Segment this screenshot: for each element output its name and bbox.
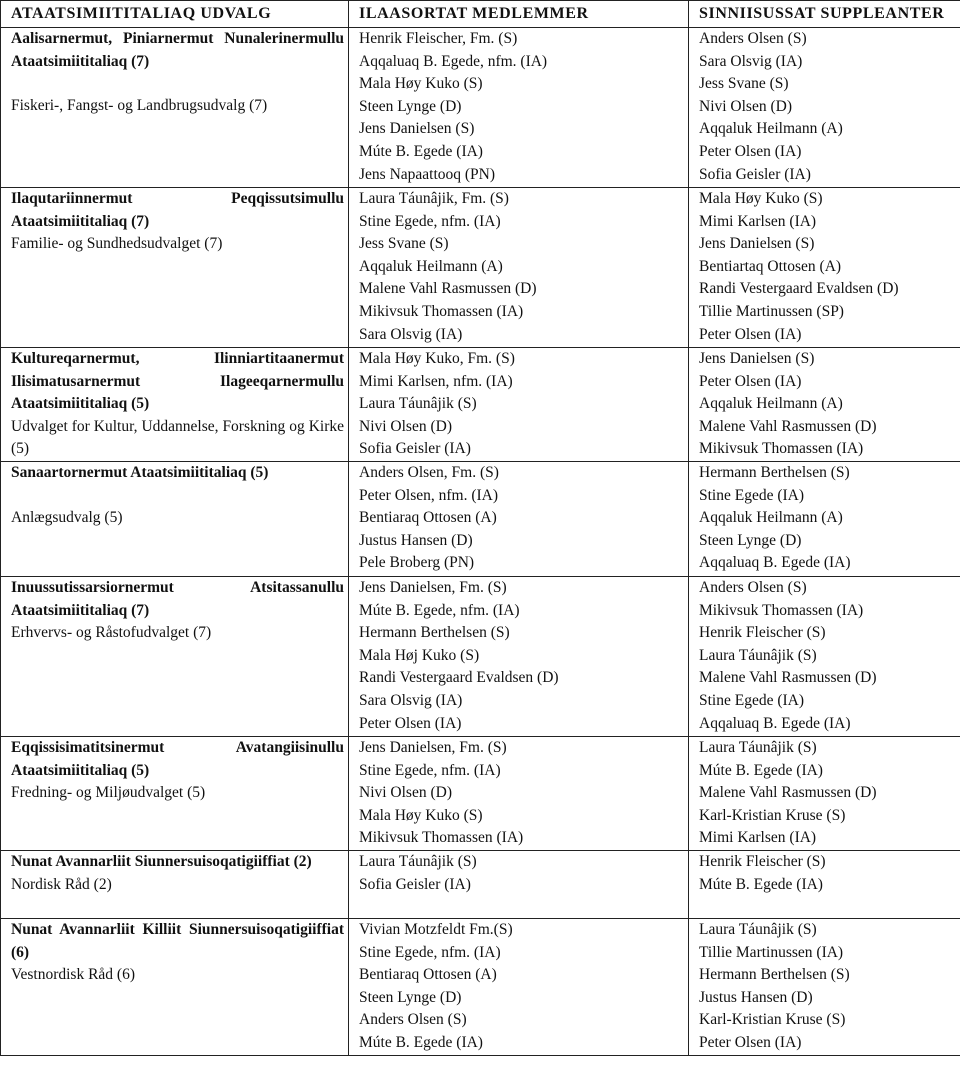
- member-item: Mala Høy Kuko (S): [359, 806, 483, 824]
- member-item: Steen Lynge (D): [359, 988, 462, 1006]
- member-item: Jens Danielsen, Fm. (S): [359, 579, 507, 596]
- substitute-item: Malene Vahl Rasmussen (D): [699, 669, 877, 687]
- substitute-item: Peter Olsen (IA): [699, 1033, 802, 1051]
- committee-name-greenlandic: Sanaartornermut Ataatsimiititaliaq (5): [11, 464, 269, 481]
- member-item: Jens Napaattooq (PN): [359, 165, 496, 183]
- committee-cell: [1, 919, 349, 1056]
- committee-name-greenlandic: Inuussutissarsiornermut Atsitassanullu Ataatsimiititaliaq (7): [11, 579, 344, 619]
- substitutes-cell: [689, 577, 960, 737]
- substitute-item: Justus Hansen (D): [699, 988, 813, 1006]
- member-item: Múte B. Egede (IA): [359, 142, 483, 160]
- committee-row: [1, 851, 960, 919]
- member-item: Sara Olsvig (IA): [359, 691, 463, 709]
- committee-row: [1, 348, 960, 462]
- committee-name-danish: Vestnordisk Råd (6): [11, 966, 135, 983]
- member-item: Stine Egede, nfm. (IA): [359, 943, 501, 961]
- substitute-item: Malene Vahl Rasmussen (D): [699, 784, 877, 802]
- member-item: Mala Høy Kuko, Fm. (S): [359, 350, 515, 367]
- committee-name-danish: Fiskeri-, Fangst- og Landbrugsudvalg (7): [11, 97, 268, 114]
- header-substitutes: SINNIISUSSAT SUPPLEANTER: [689, 1, 960, 28]
- substitute-item: Karl-Kristian Kruse (S): [699, 1011, 846, 1029]
- substitute-item: Jens Danielsen (S): [699, 235, 815, 253]
- member-item: Vivian Motzfeldt Fm.(S): [359, 921, 513, 938]
- substitute-item: Peter Olsen (IA): [699, 142, 802, 160]
- substitute-item: Mala Høy Kuko (S): [699, 190, 823, 207]
- committee-row: [1, 188, 960, 348]
- committee-name-danish: Familie- og Sundhedsudvalget (7): [11, 235, 223, 252]
- substitute-item: Anders Olsen (S): [699, 30, 807, 47]
- member-item: Bentiaraq Ottosen (A): [359, 966, 497, 984]
- substitute-item: Mimi Karlsen (IA): [699, 829, 817, 847]
- member-item: Laura Táunâjik (S): [359, 853, 477, 870]
- member-item: Nivi Olsen (D): [359, 784, 452, 802]
- committee-cell: [1, 462, 349, 577]
- substitute-item: Aqqaluk Heilmann (A): [699, 120, 843, 138]
- member-item: Aqqaluaq B. Egede, nfm. (IA): [359, 52, 548, 70]
- member-item: Aqqaluk Heilmann (A): [359, 257, 503, 275]
- member-item: Stine Egede, nfm. (IA): [359, 212, 501, 230]
- substitute-item: Henrik Fleischer (S): [699, 624, 826, 642]
- committee-name-greenlandic: Aalisarnermut, Piniarnermut Nunalerinermullu Ataatsimiititaliaq (7): [11, 30, 344, 70]
- member-item: Jens Danielsen (S): [359, 120, 475, 138]
- substitute-item: Aqqaluaq B. Egede (IA): [699, 714, 851, 732]
- substitute-item: Mimi Karlsen (IA): [699, 212, 817, 230]
- committee-name-danish: Anlægsudvalg (5): [11, 509, 123, 526]
- committee-name-danish: Fredning- og Miljøudvalget (5): [11, 784, 206, 801]
- member-item: Henrik Fleischer, Fm. (S): [359, 30, 518, 47]
- committee-name-danish: Erhvervs- og Råstofudvalget (7): [11, 624, 212, 641]
- substitute-item: Aqqaluk Heilmann (A): [699, 395, 843, 413]
- member-item: Múte B. Egede (IA): [359, 1033, 483, 1051]
- substitute-item: Laura Táunâjik (S): [699, 739, 817, 756]
- substitute-item: Jess Svane (S): [699, 75, 789, 93]
- header-members: ILAASORTAT MEDLEMMER: [349, 1, 689, 28]
- member-item: Jess Svane (S): [359, 235, 449, 253]
- committee-cell: [1, 188, 349, 348]
- members-cell: [349, 28, 689, 188]
- substitute-item: Jens Danielsen (S): [699, 350, 815, 367]
- substitutes-cell: [689, 28, 960, 188]
- substitutes-cell: [689, 851, 960, 919]
- substitute-item: Stine Egede (IA): [699, 691, 805, 709]
- substitute-item: Anders Olsen (S): [699, 579, 807, 596]
- member-item: Bentiaraq Ottosen (A): [359, 509, 497, 527]
- members-cell: [349, 919, 689, 1056]
- member-item: Mikivsuk Thomassen (IA): [359, 302, 524, 320]
- substitute-item: Tillie Martinussen (IA): [699, 943, 844, 961]
- member-item: Steen Lynge (D): [359, 97, 462, 115]
- substitute-item: Múte B. Egede (IA): [699, 761, 823, 779]
- substitute-item: Laura Táunâjik (S): [699, 921, 817, 938]
- member-item: Justus Hansen (D): [359, 531, 473, 549]
- member-item: Nivi Olsen (D): [359, 417, 452, 435]
- header-committee: ATAATSIMIITITALIAQ UDVALG: [1, 1, 349, 28]
- member-item: Pele Broberg (PN): [359, 554, 475, 572]
- substitute-item: Steen Lynge (D): [699, 531, 802, 549]
- committee-name-greenlandic: Ilaqutariinnermut Peqqissutsimullu Ataatsimiititaliaq (7): [11, 190, 344, 230]
- member-item: Sofia Geisler (IA): [359, 440, 471, 458]
- member-item: Mala Høj Kuko (S): [359, 646, 480, 664]
- member-item: Peter Olsen, nfm. (IA): [359, 486, 499, 504]
- member-item: Sara Olsvig (IA): [359, 325, 463, 343]
- substitute-item: Henrik Fleischer (S): [699, 853, 826, 870]
- substitute-item: Sara Olsvig (IA): [699, 52, 803, 70]
- substitute-item: Randi Vestergaard Evaldsen (D): [699, 280, 899, 298]
- member-item: Sofia Geisler (IA): [359, 875, 471, 893]
- committee-name-greenlandic: Kultureqarnermut, Ilinniartitaanermut Ilisimatusarnermut Ilageeqarnermullu Ataatsimiititaliaq (5): [11, 350, 344, 413]
- member-item: Peter Olsen (IA): [359, 714, 462, 732]
- substitute-item: Múte B. Egede (IA): [699, 875, 823, 893]
- committee-cell: [1, 851, 349, 919]
- substitute-item: Hermann Berthelsen (S): [699, 966, 850, 984]
- member-item: Anders Olsen, Fm. (S): [359, 464, 499, 481]
- member-item: Randi Vestergaard Evaldsen (D): [359, 669, 559, 687]
- committee-row: [1, 737, 960, 851]
- substitute-item: Stine Egede (IA): [699, 486, 805, 504]
- substitute-item: Malene Vahl Rasmussen (D): [699, 417, 877, 435]
- member-item: Malene Vahl Rasmussen (D): [359, 280, 537, 298]
- member-item: Hermann Berthelsen (S): [359, 624, 510, 642]
- committee-cell: [1, 577, 349, 737]
- substitute-item: Laura Táunâjik (S): [699, 646, 817, 664]
- committee-name-danish: Udvalget for Kultur, Uddannelse, Forskning og Kirke (5): [11, 417, 344, 458]
- substitute-item: Peter Olsen (IA): [699, 325, 802, 343]
- committee-row: [1, 577, 960, 737]
- substitute-item: Mikivsuk Thomassen (IA): [699, 440, 864, 458]
- substitute-item: Aqqaluk Heilmann (A): [699, 509, 843, 527]
- substitute-item: Nivi Olsen (D): [699, 97, 792, 115]
- committee-cell: [1, 737, 349, 851]
- member-item: Múte B. Egede, nfm. (IA): [359, 601, 520, 619]
- committee-name-greenlandic: Nunat Avannarliit Killiit Siunnersuisoqatigiiffiat (6): [11, 921, 344, 961]
- member-item: Stine Egede, nfm. (IA): [359, 761, 501, 779]
- substitute-item: Mikivsuk Thomassen (IA): [699, 601, 864, 619]
- committee-row: [1, 28, 960, 188]
- members-cell: [349, 462, 689, 577]
- committee-row: [1, 462, 960, 577]
- members-cell: [349, 188, 689, 348]
- members-cell: [349, 348, 689, 462]
- member-item: Mala Høy Kuko (S): [359, 75, 483, 93]
- member-item: Anders Olsen (S): [359, 1011, 467, 1029]
- substitute-item: Sofia Geisler (IA): [699, 165, 811, 183]
- committee-row: [1, 919, 960, 1056]
- committee-cell: [1, 348, 349, 462]
- member-item: Jens Danielsen, Fm. (S): [359, 739, 507, 756]
- substitutes-cell: [689, 462, 960, 577]
- committee-cell: [1, 28, 349, 188]
- header-row: [1, 1, 960, 28]
- substitute-item: Karl-Kristian Kruse (S): [699, 806, 846, 824]
- substitutes-cell: [689, 348, 960, 462]
- member-item: Laura Táunâjik, Fm. (S): [359, 190, 509, 207]
- substitute-item: Hermann Berthelsen (S): [699, 464, 850, 481]
- substitutes-cell: [689, 188, 960, 348]
- substitute-item: Peter Olsen (IA): [699, 372, 802, 390]
- substitute-item: Bentiartaq Ottosen (A): [699, 257, 842, 275]
- member-item: Mimi Karlsen, nfm. (IA): [359, 372, 513, 390]
- members-cell: [349, 851, 689, 919]
- member-item: Mikivsuk Thomassen (IA): [359, 829, 524, 847]
- members-cell: [349, 577, 689, 737]
- substitutes-cell: [689, 919, 960, 1056]
- members-cell: [349, 737, 689, 851]
- committee-name-greenlandic: Nunat Avannarliit Siunnersuisoqatigiiffiat (2): [11, 853, 312, 870]
- member-item: Laura Táunâjik (S): [359, 395, 477, 413]
- committee-name-danish: Nordisk Råd (2): [11, 875, 112, 893]
- substitute-item: Tillie Martinussen (SP): [699, 302, 844, 320]
- substitute-item: Aqqaluaq B. Egede (IA): [699, 554, 851, 572]
- substitutes-cell: [689, 737, 960, 851]
- committee-name-greenlandic: Eqqissisimatitsinermut Avatangiisinullu Ataatsimiititaliaq (5): [11, 739, 344, 779]
